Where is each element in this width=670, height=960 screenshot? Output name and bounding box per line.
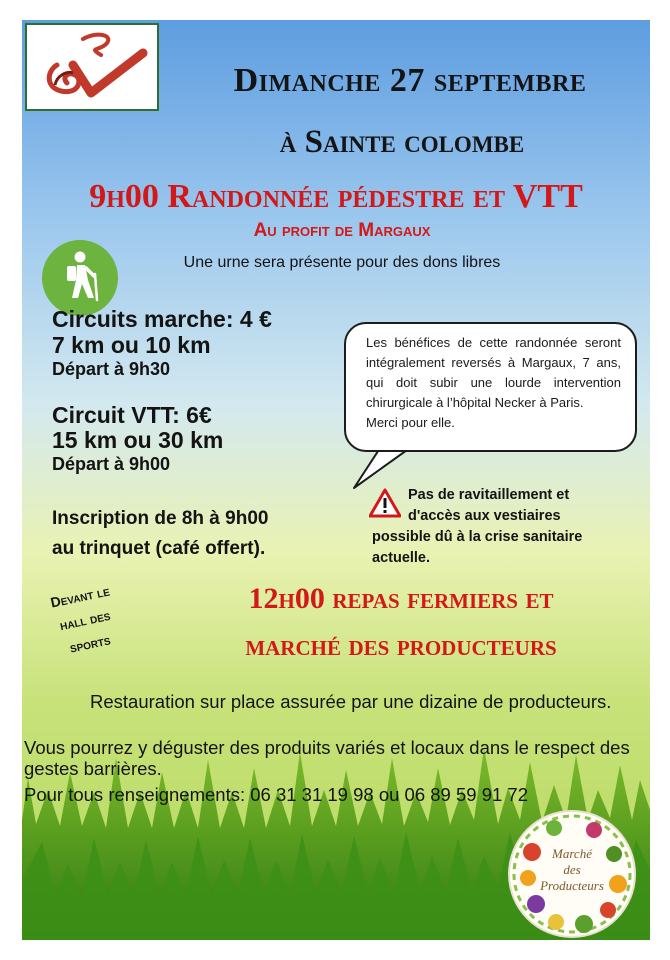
hiker-badge (42, 240, 118, 316)
badge-line-1: Marché (552, 846, 592, 861)
badge-line-2: des (563, 862, 581, 877)
producers-market-badge (510, 812, 634, 936)
bubble-body: Les bénéfices de cette randonnée seront intégralement reversés à Margaux, 7 ans, qui doit subir une lourde intervention chirurgicale à l’hôpital Necker à Paris. (366, 335, 621, 410)
badge-line-3: Producteurs (540, 878, 604, 893)
organizer-logo (25, 23, 159, 111)
bike-departure: Départ à 9h00 (52, 454, 171, 474)
warning-line-1: Pas de ravitaillement et (408, 487, 570, 503)
walk-departure: Départ à 9h30 (52, 359, 171, 379)
bike-circuit-price: Circuit VTT: 6€ (52, 402, 212, 428)
donation-urn-note: Une urne sera présente pour des dons libres (183, 254, 501, 271)
bubble-thanks: Merci pour elle. (366, 415, 455, 430)
hike-title: 9h00 Randonnée pédestre et VTT (89, 178, 583, 215)
checkmark-logo-icon (27, 25, 157, 109)
event-date: Dimanche 27 septembre (233, 62, 587, 99)
walk-circuit-distances: 7 km ou 10 km (52, 332, 211, 358)
location-line-1: Devant le (49, 582, 111, 611)
catering-paragraph: Restauration sur place assurée par une dizaine de producteurs. (90, 691, 612, 712)
contact-paragraph: Pour tous renseignements: 06 31 31 19 98 ou 06 89 59 91 72 (24, 784, 528, 805)
badge-label (532, 846, 612, 894)
poster (22, 20, 650, 940)
registration-time: Inscription de 8h à 9h00 (52, 508, 269, 529)
profit-line: Au profit de Margaux (253, 220, 431, 241)
location-line-2: hall des (58, 606, 112, 634)
registration-place: au trinquet (café offert). (52, 538, 266, 559)
warning-line-3: possible dû à la crise sanitaire actuelle. (372, 529, 583, 566)
info-bubble (344, 322, 637, 452)
walk-circuit-price: Circuits marche: 4 € (52, 306, 272, 332)
bike-circuit-distances: 15 km ou 30 km (52, 427, 224, 453)
meal-title-line-1: 12h00 repas fermiers et (248, 582, 554, 615)
meal-title-line-2: marché des producteurs (245, 629, 557, 662)
hiker-icon (42, 240, 118, 316)
warning-notice (372, 485, 642, 569)
warning-line-2: d'accès aux vestiaires (408, 508, 561, 524)
tasting-paragraph: Vous pourrez y déguster des produits variés et locaux dans le respect des gestes barrières. (24, 737, 630, 779)
location-line-3: sports (68, 631, 112, 656)
event-place: à Sainte colombe (279, 124, 525, 160)
